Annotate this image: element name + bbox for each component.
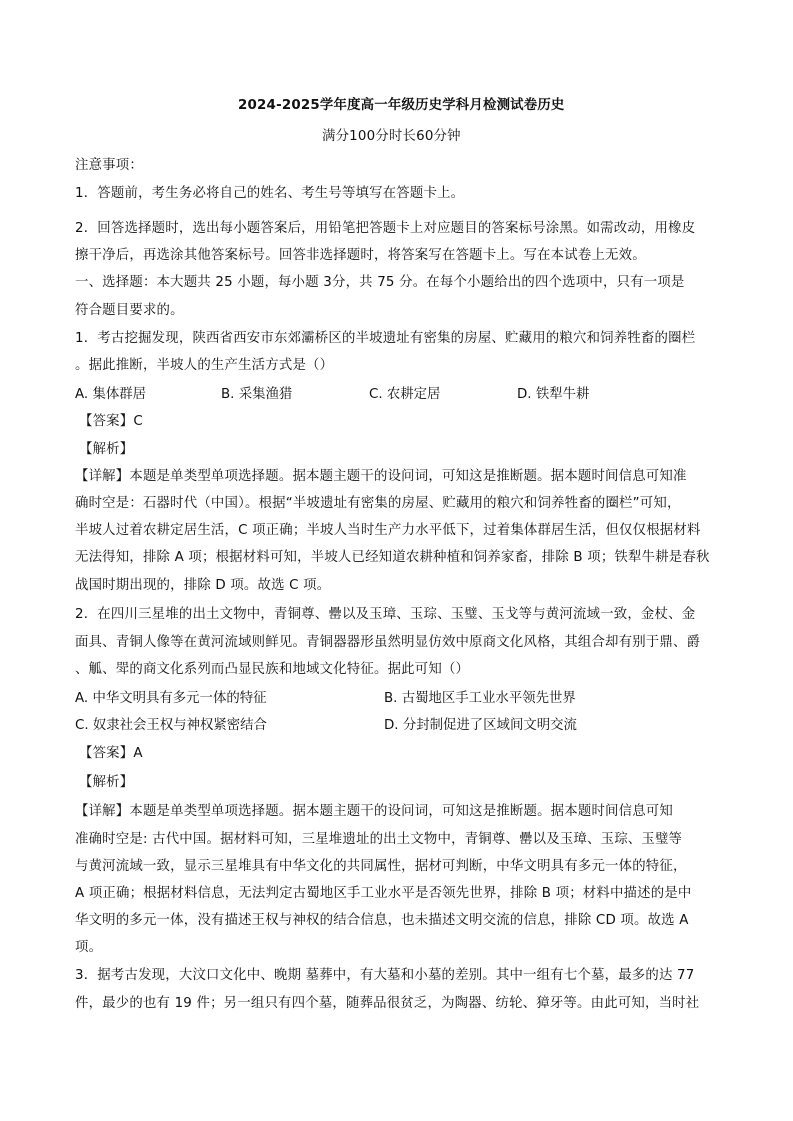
q1-stem-line-1: 1．考古挖掘发现，陕西省西安市东郊灞桥区的半坡遗址有密集的房屋、贮藏用的粮穴和饲养牲畜的圈栏 (75, 331, 696, 346)
q1-option-c: C. 农耕定居 (369, 387, 441, 402)
q1-analysis-label: 【解析】 (79, 442, 134, 457)
q2-option-c: C. 奴隶社会王权与神权紧密结合 (75, 718, 267, 733)
q1-stem-line-2: 。据此推断，半坡人的生产生活方式是（） (75, 358, 334, 373)
q2-stem-line-2: 面具、青铜人像等在黄河流域则鲜见。青铜器器形虽然明显仿效中原商文化风格，其组合却有别于鼎、爵 (75, 635, 701, 650)
q3-stem-line-1: 3．据考古发现，大汶口文化中、晚期 墓葬中，有大墓和小墓的差别。其中一组有七个墓，最多的达 77 (75, 968, 695, 983)
q2-stem-line-1: 2．在四川三星堆的出土文物中，青铜尊、罍以及玉璋、玉琮、玉璧、玉戈等与黄河流域一致，金杖、金 (75, 607, 696, 622)
q1-detail-line-1: 【详解】本题是单类型单项选择题。据本题主题干的设问词，可知这是推断题。据本题时间信息可知准 (75, 469, 687, 484)
section-1-intro-line-1: 一、选择题：本大题共 25 小题，每小题 3分，共 75 分。在每个小题给出的四个选项中，只有一项是 (75, 275, 685, 290)
notice-item-2-line-1: 2．回答选择题时，选出每小题答案后，用铅笔把答题卡上对应题目的答案标号涂黑。如需改动，用橡皮 (75, 221, 696, 236)
q2-option-b: B. 古蜀地区手工业水平领先世界 (384, 691, 576, 706)
exam-subtitle: 满分100分时长60分钟 (322, 129, 461, 144)
notice-heading: 注意事项： (75, 158, 143, 173)
q1-detail-line-5: 战国时期出现的，排除 D 项。故选 C 项。 (75, 578, 331, 593)
q2-detail-line-1: 【详解】本题是单类型单项选择题。据本题主题干的设问词，可知这是推断题。据本题时间信息可知 (75, 804, 673, 819)
section-1-intro-line-2: 符合题目要求的。 (75, 303, 184, 318)
q1-detail-line-4: 无法得知，排除 A 项；根据材料可知，半坡人已经知道农耕种植和饲养家畜，排除 B 项；铁犁牛耕是春秋 (75, 550, 710, 565)
q1-answer: 【答案】C (79, 414, 143, 429)
q2-stem-line-3: 、觚、斝的商文化系列而凸显民族和地域文化特征。据此可知（） (75, 662, 470, 677)
q3-stem-line-2: 件，最少的也有 19 件；另一组只有四个墓，随葬品很贫乏，为陶器、纺轮、獐牙等。由此可知，当时社 (75, 996, 700, 1011)
q1-option-d: D. 铁犁牛耕 (517, 387, 590, 402)
q2-detail-line-3: 与黄河流域一致，显示三星堆具有中华文化的共同属性，据材可判断，中华文明具有多元一体的特征， (75, 859, 687, 874)
exam-title: 2024-2025学年度高一年级历史学科月检测试卷历史 (238, 98, 565, 113)
notice-item-2-line-2: 擦干净后，再选涂其他答案标号。回答非选择题时，将答案写在答题卡上。写在本试卷上无效。 (75, 248, 646, 263)
q2-option-d: D. 分封制促进了区域间文明交流 (384, 718, 577, 733)
notice-item-1: 1．答题前，考生务必将自己的姓名、考生号等填写在答题卡上。 (75, 186, 465, 201)
q2-detail-line-4: A 项正确；根据材料信息，无法判定古蜀地区手工业水平是否领先世界，排除 B 项；材料中描述的是中 (75, 886, 692, 901)
q2-analysis-label: 【解析】 (79, 775, 134, 790)
q2-detail-line-2: 准确时空是: 古代中国。据材料可知，三星堆遗址的出土文物中，青铜尊、罍以及玉璋、玉琮、玉璧等 (75, 832, 683, 847)
q2-option-a: A. 中华文明具有多元一体的特征 (75, 691, 267, 706)
q1-detail-line-3: 半坡人过着农耕定居生活，C 项正确；半坡人当时生产力水平低下，过着集体群居生活，但仅仅根据材料 (75, 523, 701, 538)
q2-detail-line-6: 项。 (75, 940, 103, 955)
q1-option-b: B. 采集渔猎 (221, 387, 293, 402)
q1-option-a: A. 集体群居 (75, 387, 146, 402)
q2-answer: 【答案】A (79, 746, 143, 761)
q2-detail-line-5: 华文明的多元一体，没有描述王权与神权的结合信息，也未描述文明交流的信息，排除 CD 项。故选 A (75, 913, 689, 928)
q1-detail-line-2: 确时空是：石器时代（中国）。根据“半坡遗址有密集的房屋、贮藏用的粮穴和饲养牲畜的圈栏”可知， (75, 496, 681, 511)
